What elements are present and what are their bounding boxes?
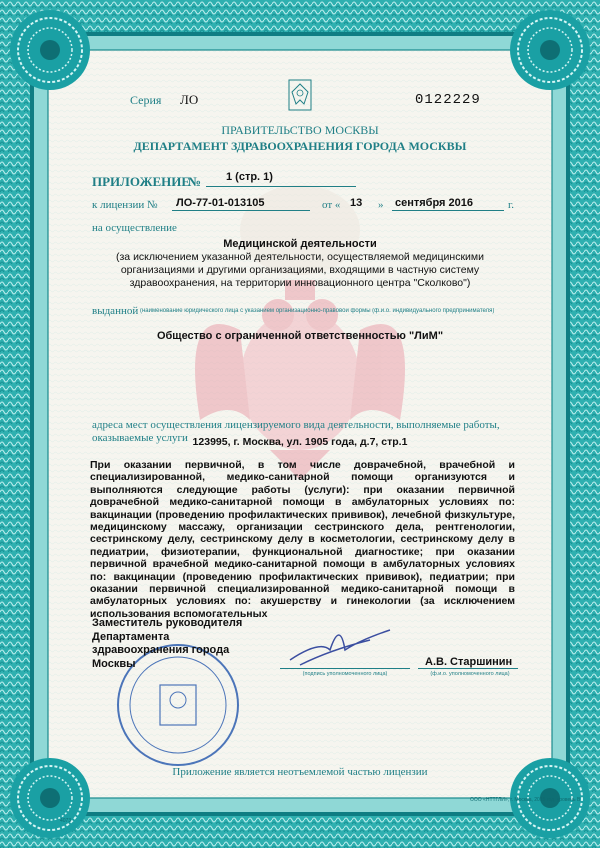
address-value: 123995, г. Москва, ул. 1905 года, д.7, стр.1 — [192, 436, 408, 448]
services-text: При оказании первичной, в том числе доврачебной, врачебной и специализированной, медико-санитарной помощи организуются и выполняются следующие работы (услуги): при оказании первичной доврачебной медико-санитарной помощи в амбулаторных условиях по: вакцинации (проведению профилактических прививок), лечебной физкультуре, медицинскому массажу, организации сестринского дела, рентгенологии, сестринскому делу, сестринскому делу в косметологии, сестринскому делу в педиатрии, физиотерапии, функциональной диагностике; при оказании первичной врачебной медико-санитарной помощи в амбулаторных условиях по: вакцинации (проведению профилактических прививок), педиатрии; при оказании первичной специализированной медико-санитарной помощи в амбулаторных условиях по: акушерству и гинекологии (за исключением использования вспомогательных — [90, 459, 515, 620]
signatory-name: А.В. Старшинин — [425, 656, 513, 668]
issuer-org: ПРАВИТЕЛЬСТВО МОСКВЫ — [221, 123, 379, 137]
corner-rosette-top-right-icon — [510, 10, 590, 90]
address-label-line1: адреса мест осуществления лицензируемого вида деятельности, выполняемые работы, — [92, 419, 500, 431]
name-hint: (ф.и.о. уполномоченного лица) — [430, 671, 510, 677]
license-close-quote: » — [378, 199, 384, 211]
license-number: 0122229 — [415, 92, 481, 108]
footer-code: 4073 — [60, 818, 72, 824]
license-year-suffix: г. — [508, 199, 515, 211]
address-label-line2: оказываемые услуги — [92, 432, 188, 444]
signature-hint: (подпись уполномоченного лица) — [302, 671, 388, 677]
activity-label: на осуществление — [92, 222, 177, 234]
signatory-position: Заместитель руководителя Департамента здравоохранения города Москвы — [92, 617, 243, 670]
footer-note: Приложение является неотъемлемой частью лицензии — [172, 766, 428, 778]
issued-hint: (наименование юридического лица с указанием организационно-правовой формы (ф.и.о. индивидуального предпринимателя) — [140, 308, 495, 314]
footer-imprint: ООО «НТТГЛИ», г. Москва, 2015 год, уровень В — [470, 797, 581, 803]
series-value: ЛО — [180, 92, 199, 107]
license-from-label: от « — [322, 199, 341, 211]
corner-rosette-top-left-icon — [10, 10, 90, 90]
activity-title: Медицинской деятельности — [223, 238, 377, 250]
issued-organization: Общество с ограниченной ответственностью "ЛиМ" — [156, 330, 444, 342]
issued-label: выданной — [92, 305, 139, 317]
license-prefix: к лицензии № — [92, 199, 158, 211]
appendix-label: ПРИЛОЖЕНИЕ — [92, 174, 191, 189]
appendix-number-sign: № — [188, 174, 202, 189]
license-day: 13 — [350, 197, 363, 209]
issuer-department: ДЕПАРТАМЕНТ ЗДРАВООХРАНЕНИЯ ГОРОДА МОСКВЫ — [133, 139, 467, 153]
license-month-year: сентября 2016 — [395, 197, 473, 209]
series-label: Серия — [130, 93, 162, 107]
appendix-value: 1 (стр. 1) — [226, 171, 273, 183]
activity-details: (за исключением указанной деятельности, осуществляемой медицинскими организациями и другими организациями, входящими в частную систему здравоохранения, на территории инновационного центра "Сколково") — [116, 251, 484, 289]
license-ref-number: ЛО-77-01-013105 — [176, 197, 265, 209]
